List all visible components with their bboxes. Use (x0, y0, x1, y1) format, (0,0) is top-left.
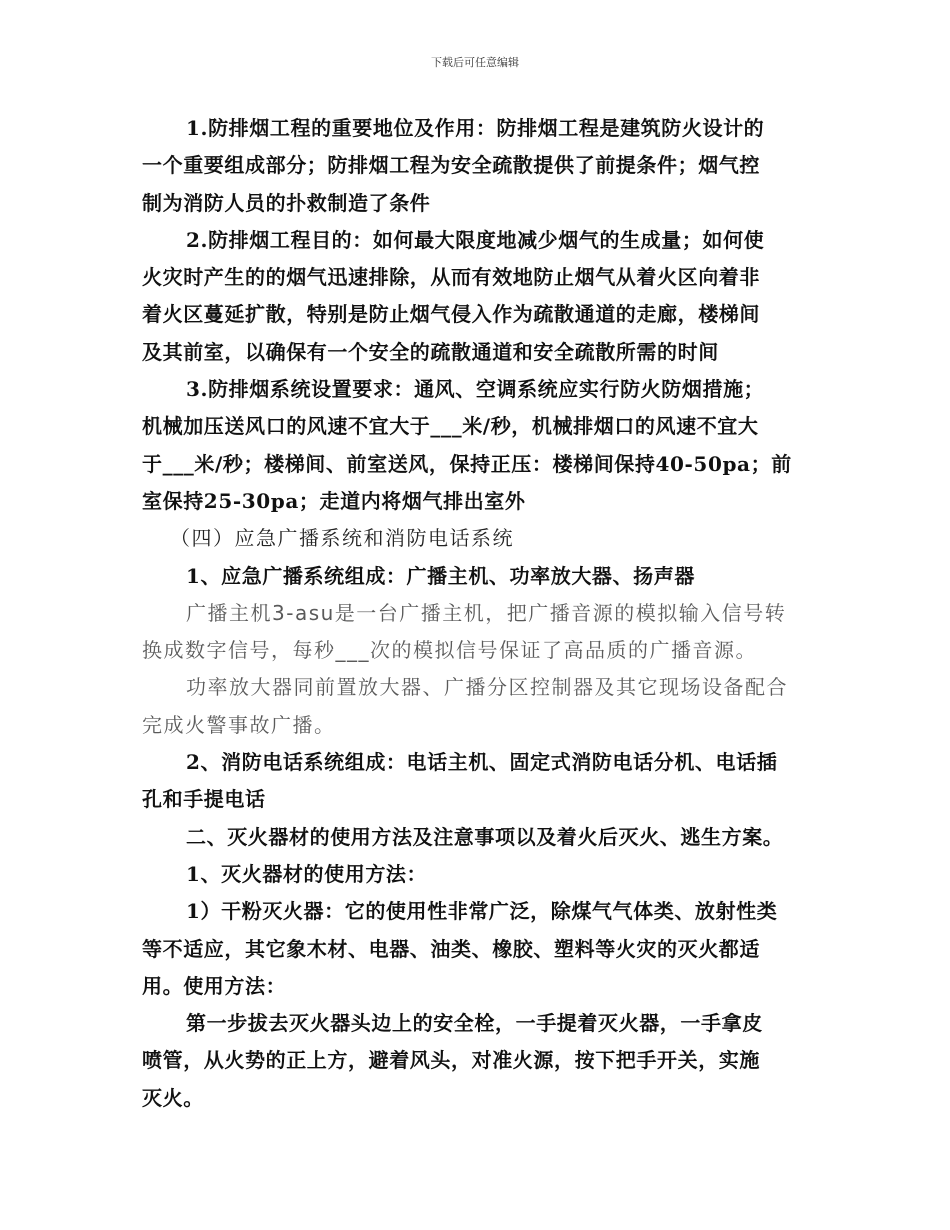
paragraph-line: 孔和手提电话 (142, 787, 266, 812)
section-heading: 二、灭火器材的使用方法及注意事项以及着火后灭火、逃生方案。 (186, 824, 784, 849)
paragraph-line: 室保持25-30pa；走道内将烟气排出室外 (142, 488, 526, 513)
paragraph-line: 3.防排烟系统设置要求：通风、空调系统应实行防火防烟措施； (186, 377, 765, 402)
paragraph-line: 及其前室，以确保有一个安全的疏散通道和安全疏散所需的时间 (142, 339, 719, 364)
paragraph-line: 喷管，从火势的正上方，避着风头，对准火源，按下把手开关，实施 (142, 1048, 760, 1073)
paragraph-line: 1.防排烟工程的重要地位及作用：防排烟工程是建筑防火设计的 (186, 116, 765, 140)
paragraph-line: 用。使用方法： (142, 973, 287, 998)
paragraph-line: 2.防排烟工程目的：如何最大限度地减少烟气的生成量；如何使 (186, 227, 765, 252)
section-heading: （四）应急广播系统和消防电话系统 (170, 526, 514, 551)
paragraph-line: 功率放大器同前置放大器、广播分区控制器及其它现场设备配合 (186, 675, 788, 700)
paragraph-line: 灭火。 (142, 1085, 204, 1110)
paragraph-line: 换成数字信号，每秒___次的模拟信号保证了高品质的广播音源。 (142, 638, 757, 663)
page-header-note: 下载后可任意编辑 (431, 56, 519, 69)
paragraph-line: 火灾时产生的的烟气迅速排除，从而有效地防止烟气从着火区向着非 (142, 265, 760, 290)
subsection-heading: 1、灭火器材的使用方法： (186, 861, 428, 886)
paragraph-line: 等不适应，其它象木材、电器、油类、橡胶、塑料等火灾的灭火都适 (142, 936, 760, 961)
paragraph-line: 着火区蔓延扩散，特别是防止烟气侵入作为疏散通道的走廊，楼梯间 (142, 302, 760, 327)
paragraph-line: 完成火警事故广播。 (142, 712, 336, 737)
paragraph-line: 一个重要组成部分；防排烟工程为安全疏散提供了前提条件；烟气控 (142, 153, 760, 178)
paragraph-line: 第一步拔去灭火器头边上的安全栓，一手提着灭火器，一手拿皮 (186, 1011, 763, 1036)
paragraph-line: 于___米/秒；楼梯间、前室送风，保持正压：楼梯间保持40-50pa；前 (142, 451, 792, 476)
document-body (142, 110, 810, 1117)
paragraph-line: 广播主机3-asu是一台广播主机，把广播音源的模拟输入信号转 (186, 600, 787, 625)
paragraph-line: 2、消防电话系统组成：电话主机、固定式消防电话分机、电话插 (186, 750, 778, 775)
subsection-heading: 1、应急广播系统组成：广播主机、功率放大器、扬声器 (186, 563, 695, 588)
paragraph-line: 制为消防人员的扑救制造了条件 (142, 190, 431, 215)
paragraph-line: 1）干粉灭火器：它的使用性非常广泛，除煤气气体类、放射性类 (186, 899, 778, 924)
paragraph-line: 机械加压送风口的风速不宜大于___米/秒，机械排烟口的风速不宜大 (142, 414, 759, 439)
